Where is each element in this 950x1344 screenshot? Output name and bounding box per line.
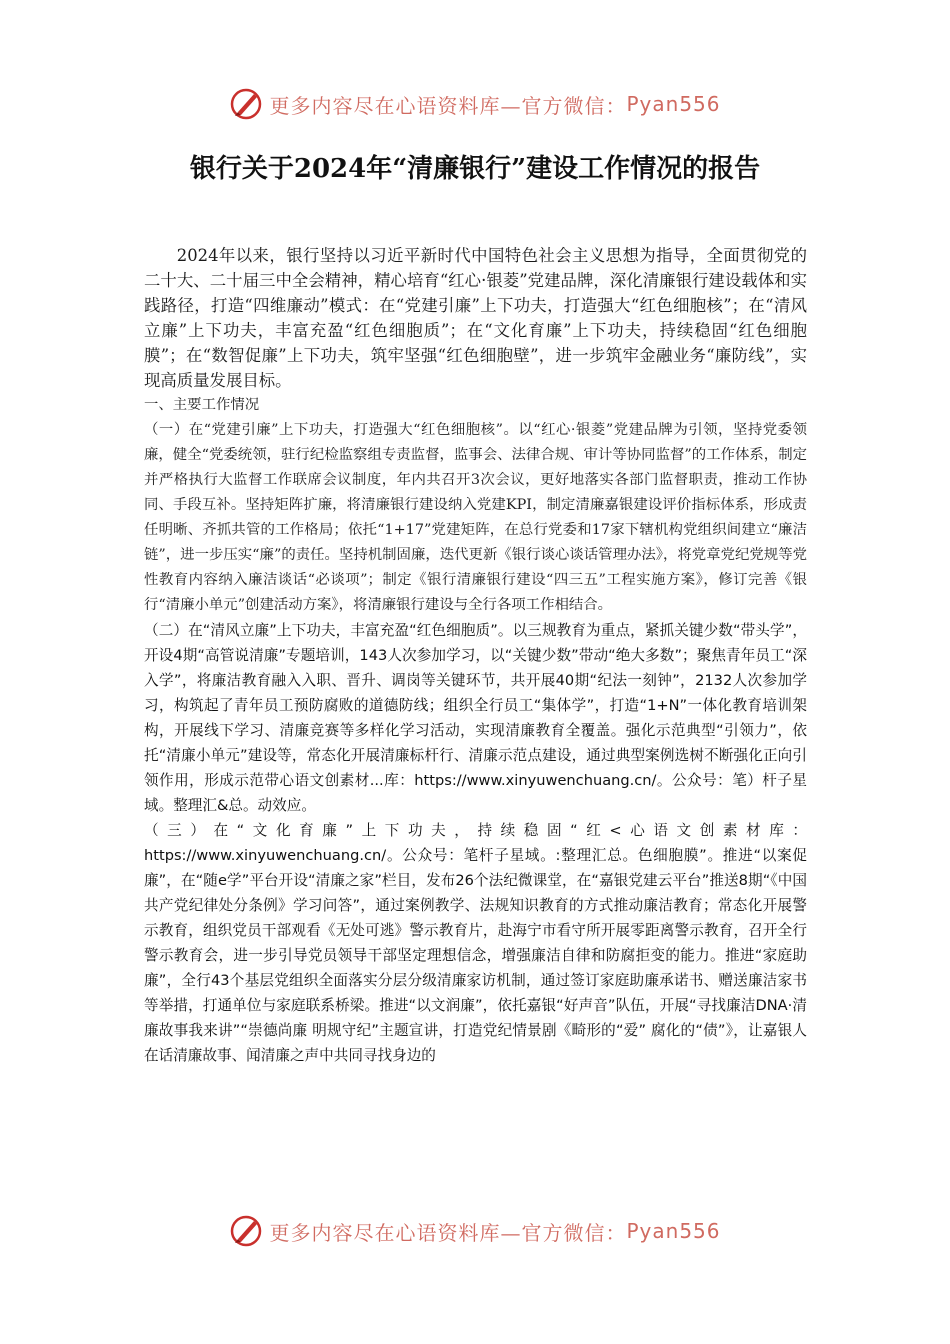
watermark-text: 更多内容尽在心语资料库—官方微信： [269,1220,627,1245]
watermark-header [0,84,950,124]
pen-logo-icon [229,1213,265,1249]
watermark-text: 更多内容尽在心语资料库—官方微信： [269,93,627,118]
section-heading: 一、主要工作情况 [144,397,260,413]
intro-paragraph: 2024年以来，银行坚持以习近平新时代中国特色社会主义思想为指导，全面贯彻党的二十大、二十届三中全会精神，精心培育“红心·银菱”党建品牌，深化清廉银行建设载体和实践路径，打造“四维廉动”模式：在“党建引廉”上下功夫，打造强大“红色细胞核”；在“清风立廉”上下功夫，丰富充盈“红色细胞质”；在“文化育廉”上下功夫，持续稳固“红色细胞膜”；在“数智促廉”上下功夫，筑牢坚强“红色细胞壁”，进一步筑牢金融业务“廉防线”，实现高质量发展目标。 [144,246,807,390]
document-title: 银行关于2024年“清廉银行”建设工作情况的报告 [189,154,761,184]
paragraph-1: （一）在“党建引廉”上下功夫，打造强大“红色细胞核”。以“红心·银菱”党建品牌为引领，坚持党委领廉，健全“党委统领，驻行纪检监察组专责监督，监事会、法律合规、审计等协同监督”的工作体系，制定并严格执行大监督工作联席会议制度，年内共召开3次会议，更好地落实各部门监督职责，推动工作协同、手段互补。坚持矩阵扩廉，将清廉银行建设纳入党建KPI，制定清廉嘉银建设评价指标体系，形成责任明晰、齐抓共管的工作格局；依托“1+17”党建矩阵，在总行党委和17家下辖机构党组织间建立“廉洁链”，进一步压实“廉”的责任。坚持机制固廉，迭代更新《银行谈心谈话管理办法》，将党章党纪党规等党性教育内容纳入廉洁谈话“必谈项”；制定《银行清廉银行建设“四三五”工程实施方案》，修订完善《银行“清廉小单元”创建活动方案》，将清廉银行建设与全行各项工作相结合。 [144,422,807,613]
watermark-wechat: Pyan556 [626,92,721,116]
watermark-wechat: Pyan556 [626,1219,721,1243]
paragraph-2: （二）在“清风立廉”上下功夫，丰富充盈“红色细胞质”。以三规教育为重点，紧抓关键少数“带头学”，开设4期“高管说清廉”专题培训，143人次参加学习，以“关键少数”带动“绝大多数”；聚焦青年员工“深入学”，将廉洁教育融入入职、晋升、调岗等关键环节，共开展40期“纪法一刻钟”，2132人次参加学习，构筑起了青年员工预防腐败的道德防线；组织全行员工“集体学”，打造“1+N”一体化教育培训架构，开展线下学习、清廉竞赛等多样化学习活动，实现清廉教育全覆盖。强化示范典型“引领力”，依托“清廉小单元”建设等，常态化开展清廉标杆行、清廉示范点建设，通过典型案例选树不断强化正向引领作用，形成示范带心语文创素材...库：https://www.xinyuwenchuang.cn/。公众号：笔）杆子星域。整理汇&总。动效应。 [144,622,807,814]
watermark-footer [0,1211,950,1251]
pen-logo-icon [229,86,265,122]
paragraph-3: （三）在“文化育廉”上下功夫，持续稳固“红<心语文创素材库：https://www.xinyuwenchuang.cn/。公众号：笔杆子星域。:整理汇总。色细胞膜”。推进“以案促廉”，在“随e学”平台开设“清廉之家”栏目，发布26个法纪微课堂，在“嘉银党建云平台”推送8期“《中国共产党纪律处分条例》学习问答”，通过案例教学、法规知识教育的方式推动廉洁教育；常态化开展警示教育，组织党员干部观看《无处可逃》警示教育片，赴海宁市看守所开展零距离警示教育，召开全行警示教育会，进一步引导党员领导干部坚定理想信念，增强廉洁自律和防腐拒变的能力。推进“家庭助廉”，全行43个基层党组织全面落实分层分级清廉家访机制，通过签订家庭助廉承诺书、赠送廉洁家书等举措，打通单位与家庭联系桥梁。推进“以文润廉”，依托嘉银“好声音”队伍，开展“寻找廉洁DNA·清廉故事我来讲”“崇德尚廉 明规守纪”主题宣讲，打造党纪情景剧《畸形的“爱” 腐化的“债”》，让嘉银人在话清廉故事、闻清廉之声中共同寻找身边的 [144,822,807,1064]
document-body [144,243,807,1068]
